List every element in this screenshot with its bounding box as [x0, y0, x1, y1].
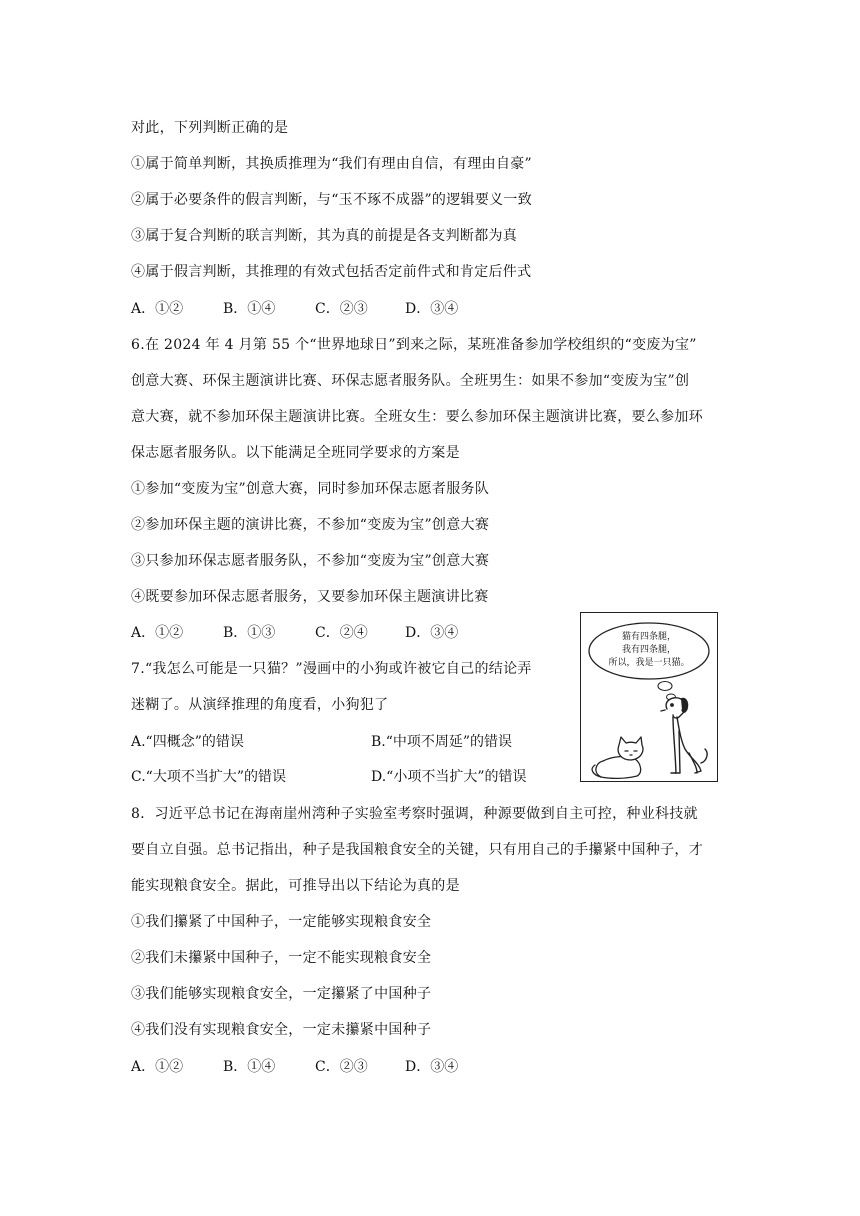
- q6-item-4: ④既要参加环保志愿者服务，又要参加环保主题演讲比赛: [131, 589, 489, 605]
- bubble-line-1: 猫有四条腿，: [621, 632, 676, 642]
- q7-option-c: C.“大项不当扩大”的错误: [131, 769, 286, 785]
- q6-stem-line-4: 保志愿者服务队。以下能满足全班同学要求的方案是: [131, 445, 460, 461]
- q7-stem-line-2: 迷糊了。从演绎推理的角度看，小狗犯了: [131, 697, 389, 713]
- q7-option-a: A.“四概念”的错误: [131, 734, 244, 750]
- dog-drawing: [661, 698, 707, 773]
- q8-item-3: ③我们能够实现粮食安全，一定攥紧了中国种子: [131, 986, 432, 1002]
- bubble-line-2: 我有四条腿，: [621, 645, 676, 655]
- q5-item-2: ②属于必要条件的假言判断，与“玉不琢不成器”的逻辑要义一致: [131, 192, 533, 208]
- q8-item-2: ②我们未攥紧中国种子，一定不能实现粮食安全: [131, 950, 432, 966]
- q8-option-a: A．①②: [131, 1059, 184, 1075]
- q5-option-b: B．①④: [223, 301, 276, 317]
- q5-option-a: A．①②: [131, 301, 184, 317]
- cat-drawing: [592, 737, 643, 778]
- q8-option-c: C．②③: [315, 1059, 368, 1075]
- bubble-line-3: 所以，我是一只猫。: [608, 658, 690, 668]
- q8-option-b: B．①④: [223, 1059, 276, 1075]
- q5-stem: 对此，下列判断正确的是: [131, 120, 289, 136]
- q5-item-3: ③属于复合判断的联言判断，其为真的前提是各支判断都为真: [131, 228, 518, 244]
- thought-bubble-text: [601, 631, 697, 670]
- cartoon-image: [580, 612, 718, 782]
- q8-item-1: ①我们攥紧了中国种子，一定能够实现粮食安全: [131, 914, 432, 930]
- q8-option-d: D．③④: [405, 1059, 459, 1075]
- q5-options: [131, 300, 458, 318]
- q5-item-4: ④属于假言判断，其推理的有效式包括否定前件式和肯定后件式: [131, 264, 532, 280]
- q7-stem-line-1: 7.“我怎么可能是一只猫？”漫画中的小狗或许被它自己的结论弄: [131, 661, 532, 677]
- q6-options: [131, 624, 458, 642]
- q6-option-a: A．①②: [131, 625, 184, 641]
- q6-stem-line-3: 意大赛，就不参加环保主题演讲比赛。全班女生：要么参加环保主题演讲比赛，要么参加环: [131, 409, 703, 425]
- q6-option-d: D．③④: [405, 625, 459, 641]
- q6-option-c: C．②④: [315, 625, 368, 641]
- q8-stem-line-2: 要自立自强。总书记指出，种子是我国粮食安全的关键，只有用自己的手攥紧中国种子，才: [131, 842, 703, 858]
- thought-dot-1: [658, 682, 672, 691]
- q6-option-b: B．①③: [223, 625, 276, 641]
- q8-options: [131, 1058, 458, 1076]
- q5-option-c: C．②③: [315, 301, 368, 317]
- q6-item-3: ③只参加环保志愿者服务队，不参加“变废为宝”创意大赛: [131, 553, 490, 569]
- q6-item-1: ①参加“变废为宝”创意大赛，同时参加环保志愿者服务队: [131, 481, 490, 497]
- q7-options-row-1: [131, 733, 512, 751]
- q8-item-4: ④我们没有实现粮食安全，一定未攥紧中国种子: [131, 1022, 432, 1038]
- q6-stem-line-2: 创意大赛、环保主题演讲比赛、环保志愿者服务队。全班男生：如果不参加“变废为宝”创: [131, 373, 690, 389]
- q6-stem-line-1: 6.在 2024 年 4 月第 55 个“世界地球日”到来之际，某班准备参加学校组织的“变废为宝”: [131, 337, 697, 353]
- q7-options-row-2: [131, 768, 527, 786]
- q6-item-2: ②参加环保主题的演讲比赛，不参加“变废为宝”创意大赛: [131, 517, 490, 533]
- q8-stem-line-3: 能实现粮食安全。据此，可推导出以下结论为真的是: [131, 878, 460, 894]
- q5-option-d: D．③④: [405, 301, 459, 317]
- q5-item-1: ①属于简单判断，其换质推理为“我们有理由自信，有理由自豪”: [131, 156, 533, 172]
- q8-stem-line-1: 8．习近平总书记在海南崖州湾种子实验室考察时强调，种源要做到自主可控，种业科技就: [131, 806, 698, 822]
- q7-option-d: D.“小项不当扩大”的错误: [371, 769, 527, 785]
- q7-option-b: B.“中项不周延”的错误: [371, 734, 513, 750]
